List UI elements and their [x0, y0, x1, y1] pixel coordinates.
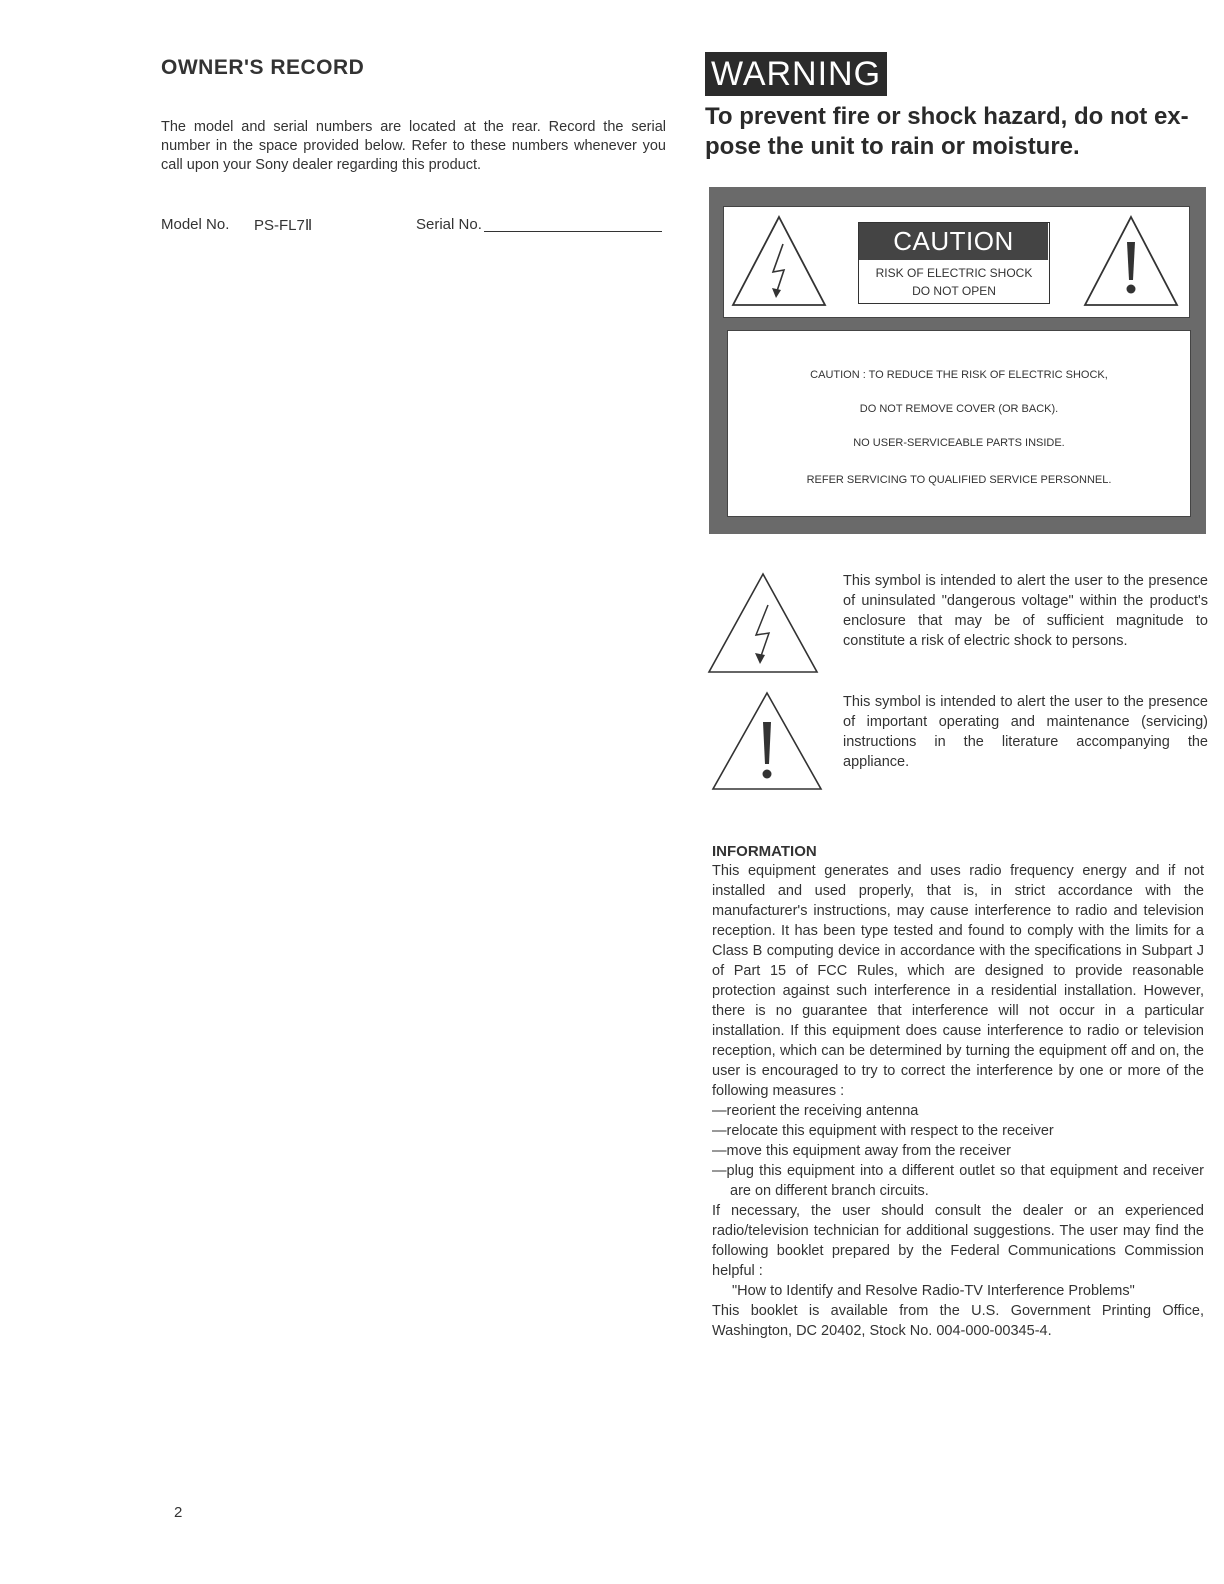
lightning-symbol-explanation: This symbol is intended to alert the user to the presence of uninsulated "dangerous voltage" within the product's enclosure that may be of sufficient magnitude to constitute a risk of electric shock to persons. — [843, 573, 1208, 649]
lightning-warning-icon — [730, 214, 828, 308]
information-body — [712, 861, 1204, 1341]
exclamation-warning-icon — [1082, 214, 1180, 308]
warning-text: To prevent fire or shock hazard, do not ex-pose the unit to rain or moisture. — [705, 103, 1189, 160]
model-number-label: Model No. — [161, 216, 230, 233]
caution-badge: CAUTION — [859, 223, 1048, 260]
caution-do-not-open-line: DO NOT OPEN — [912, 284, 996, 298]
exclamation-symbol-explanation: This symbol is intended to alert the user to the presence of important operating and maintenance (servicing) instructions in the literature accompanying the appliance. — [843, 694, 1208, 770]
serial-number-blank-line — [484, 231, 662, 232]
measure-item: —reorient the receiving antenna — [712, 1103, 919, 1119]
caution-body-line-4: REFER SERVICING TO QUALIFIED SERVICE PERSONNEL. — [806, 474, 1112, 486]
booklet-title: "How to Identify and Resolve Radio-TV Interference Problems" — [732, 1283, 1135, 1299]
serial-number-label: Serial No. — [416, 216, 482, 233]
model-number-value: PS-FL7Ⅱ — [254, 217, 313, 234]
page-number: 2 — [174, 1504, 183, 1521]
information-paragraph: This equipment generates and uses radio frequency energy and if not installed and used properly, that is, in strict accordance with the manufacturer's instructions, may cause interference to radio and television reception. It has been type tested and found to comply with the limits for a Class B computing device in accordance with the specifications in Subpart J of Part 15 of FCC Rules, which are designed to provide reasonable protection against such interference in a residential installation. However, there is no guarantee that interference will not occur in a particular installation. If this equipment does cause interference to radio or television reception, which can be determined by turning the equipment off and on, the user is encouraged to try to correct the interference by one or more of the following measures : — [712, 863, 1204, 1099]
lightning-symbol-icon — [706, 571, 820, 675]
warning-heading: WARNING — [705, 52, 887, 96]
owners-record-paragraph: The model and serial numbers are located at the rear. Record the serial number in the space provided below. Refer to these numbers whenever you call upon your Sony dealer regarding this product. — [161, 119, 666, 173]
measure-item: —relocate this equipment with respect to the receiver — [712, 1123, 1054, 1139]
caution-label-body-panel — [727, 330, 1191, 517]
measure-item: —plug this equipment into a different outlet so that equipment and receiver are on different branch circuits. — [712, 1163, 1204, 1199]
caution-risk-line: RISK OF ELECTRIC SHOCK — [875, 266, 1033, 280]
information-heading: INFORMATION — [712, 843, 817, 860]
owners-record-title: OWNER'S RECORD — [161, 56, 365, 79]
measure-item: —move this equipment away from the receiver — [712, 1143, 1011, 1159]
information-closing: If necessary, the user should consult the dealer or an experienced radio/television technician for additional suggestions. The user may find the following booklet prepared by the Federal Communications Commission helpful : — [712, 1203, 1204, 1279]
exclamation-symbol-icon — [710, 690, 824, 792]
booklet-availability: This booklet is available from the U.S. Government Printing Office, Washington, DC 20402, Stock No. 004-000-00345-4. — [712, 1303, 1204, 1339]
caution-body-line-2: DO NOT REMOVE COVER (OR BACK). — [859, 403, 1059, 415]
caution-risk-text — [860, 264, 1048, 300]
caution-body-line-3: NO USER-SERVICEABLE PARTS INSIDE. — [853, 437, 1065, 449]
caution-body-line-1: CAUTION : TO REDUCE THE RISK OF ELECTRIC SHOCK, — [810, 369, 1108, 381]
